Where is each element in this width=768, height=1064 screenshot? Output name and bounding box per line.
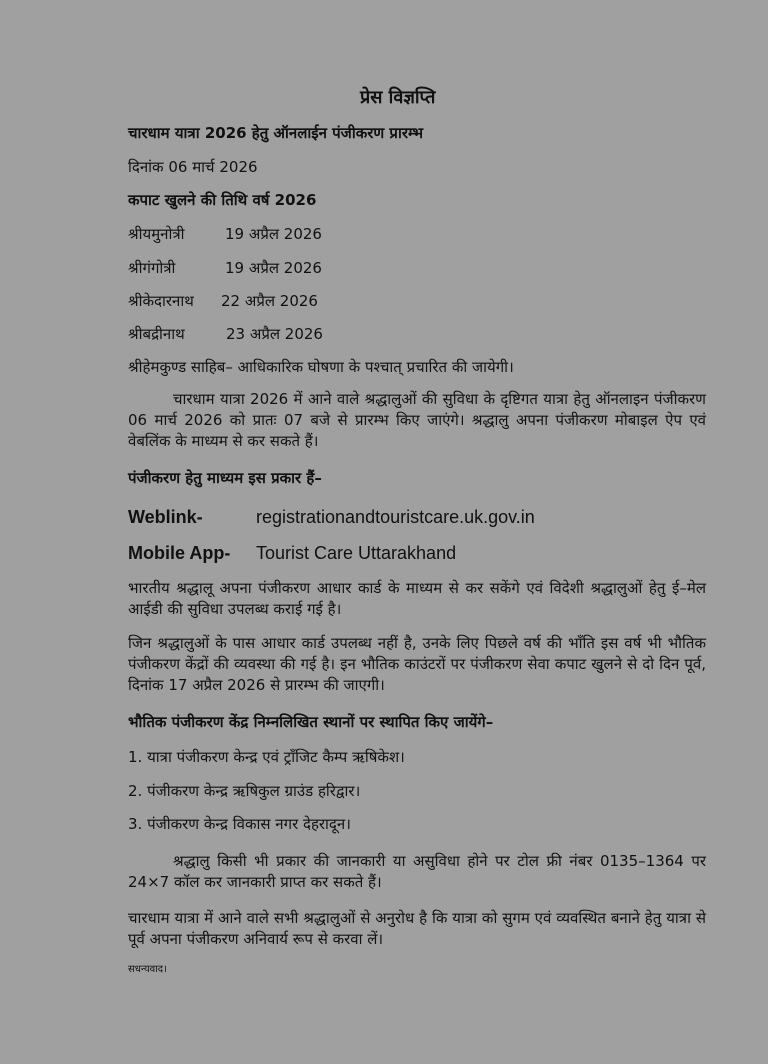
weblink-row [128,507,535,527]
mobile-app-name: Tourist Care Uttarakhand [256,543,457,563]
opening-date-row [128,224,322,244]
centre-item: 1. यात्रा पंजीकरण केन्द्र एवं ट्रॉंजिट कैम्प ऋषिकेश। [128,748,405,766]
centre-item: 3. पंजीकरण केन्द्र विकास नगर देहरादून। [128,815,351,833]
mobile-app-label: Mobile App- [128,543,231,563]
thanks-note: सधन्यवाद। [128,964,167,975]
page-title: प्रेस विज्ञप्ति [360,87,436,108]
helpline-paragraph: श्रद्धालु किसी भी प्रकार की जानकारी या असुविधा होने पर टोल फ्री नंबर 0135–1364 पर 24×7 कॉल कर जानकारी प्राप्त कर सकते हैं। [128,852,706,891]
shrine-name: श्रीयमुनोत्री [128,225,185,243]
shrine-name: श्रीबद्रीनाथ [128,325,185,343]
centres-heading: भौतिक पंजीकरण केंद्र निम्नलिखित स्थानों पर स्थापित किए जायेंगे– [128,713,494,731]
offline-registration-paragraph: जिन श्रद्धालुओं के पास आधार कार्ड उपलब्ध नहीं है, उनके लिए पिछले वर्ष की भाँति इस वर्ष भी भौतिक पंजीकरण केंद्रों की व्यवस्था की गई है। इन भौतिक काउंटरों पर पंजीकरण सेवा कपाट खुलने से दो दिन पूर्व, दिनांक 17 अप्रैल 2026 से प्रारम्भ की जाएगी। [128,634,706,694]
centre-item: 2. पंजीकरण केन्द्र ऋषिकुल ग्राउंड हरिद्वार। [128,782,361,800]
subject-line: चारधाम यात्रा 2026 हेतु ऑनलाईन पंजीकरण प्रारम्भ [128,124,424,142]
aadhaar-paragraph: भारतीय श्रद्धालू अपना पंजीकरण आधार कार्ड के माध्यम से कर सकेंगे एवं विदेशी श्रद्धालुओं हेतु ई–मेल आईडी की सुविधा उपलब्ध कराई गई है। [128,579,706,618]
opening-date-row [128,291,318,311]
opening-date: 19 अप्रैल 2026 [225,225,322,243]
registration-paragraph: चारधाम यात्रा 2026 में आने वाले श्रद्धालुओं की सुविधा के दृष्टिगत यात्रा हेतु ऑनलाइन पंजीकरण 06 मार्च 2026 को प्रातः 07 बजे से प्रारम्भ किए जाएंगे। श्रद्धालु अपना पंजीकरण मोबाइल ऐप एवं वेबलिंक के माध्यम से कर सकते हैं। [128,390,706,450]
shrine-name: श्रीगंगोत्री [128,259,176,277]
opening-date: 23 अप्रैल 2026 [226,325,323,343]
date-line: दिनांक 06 मार्च 2026 [128,158,258,176]
mobile-app-row [128,543,456,563]
shrine-name: श्रीकेदारनाथ [128,292,194,310]
request-paragraph: चारधाम यात्रा में आने वाले सभी श्रद्धालुओं से अनुरोध है कि यात्रा को सुगम एवं व्यवस्थित बनाने हेतु यात्रा से पूर्व अपना पंजीकरण अनिवार्य रूप से करवा लें। [128,909,706,948]
hemkund-note: श्रीहेमकुण्ड साहिब– आधिकारिक घोषणा के पश्चात् प्रचारित की जायेगी। [128,358,514,376]
weblink-label: Weblink- [128,507,203,527]
opening-date-row [128,324,323,344]
registration-modes-heading: पंजीकरण हेतु माध्यम इस प्रकार हैं– [128,469,322,487]
opening-date: 22 अप्रैल 2026 [221,292,318,310]
weblink-url[interactable]: registrationandtouristcare.uk.gov.in [256,507,535,527]
opening-dates-heading: कपाट खुलने की तिथि वर्ष 2026 [128,191,317,209]
opening-date-row [128,258,322,278]
opening-date: 19 अप्रैल 2026 [225,259,322,277]
